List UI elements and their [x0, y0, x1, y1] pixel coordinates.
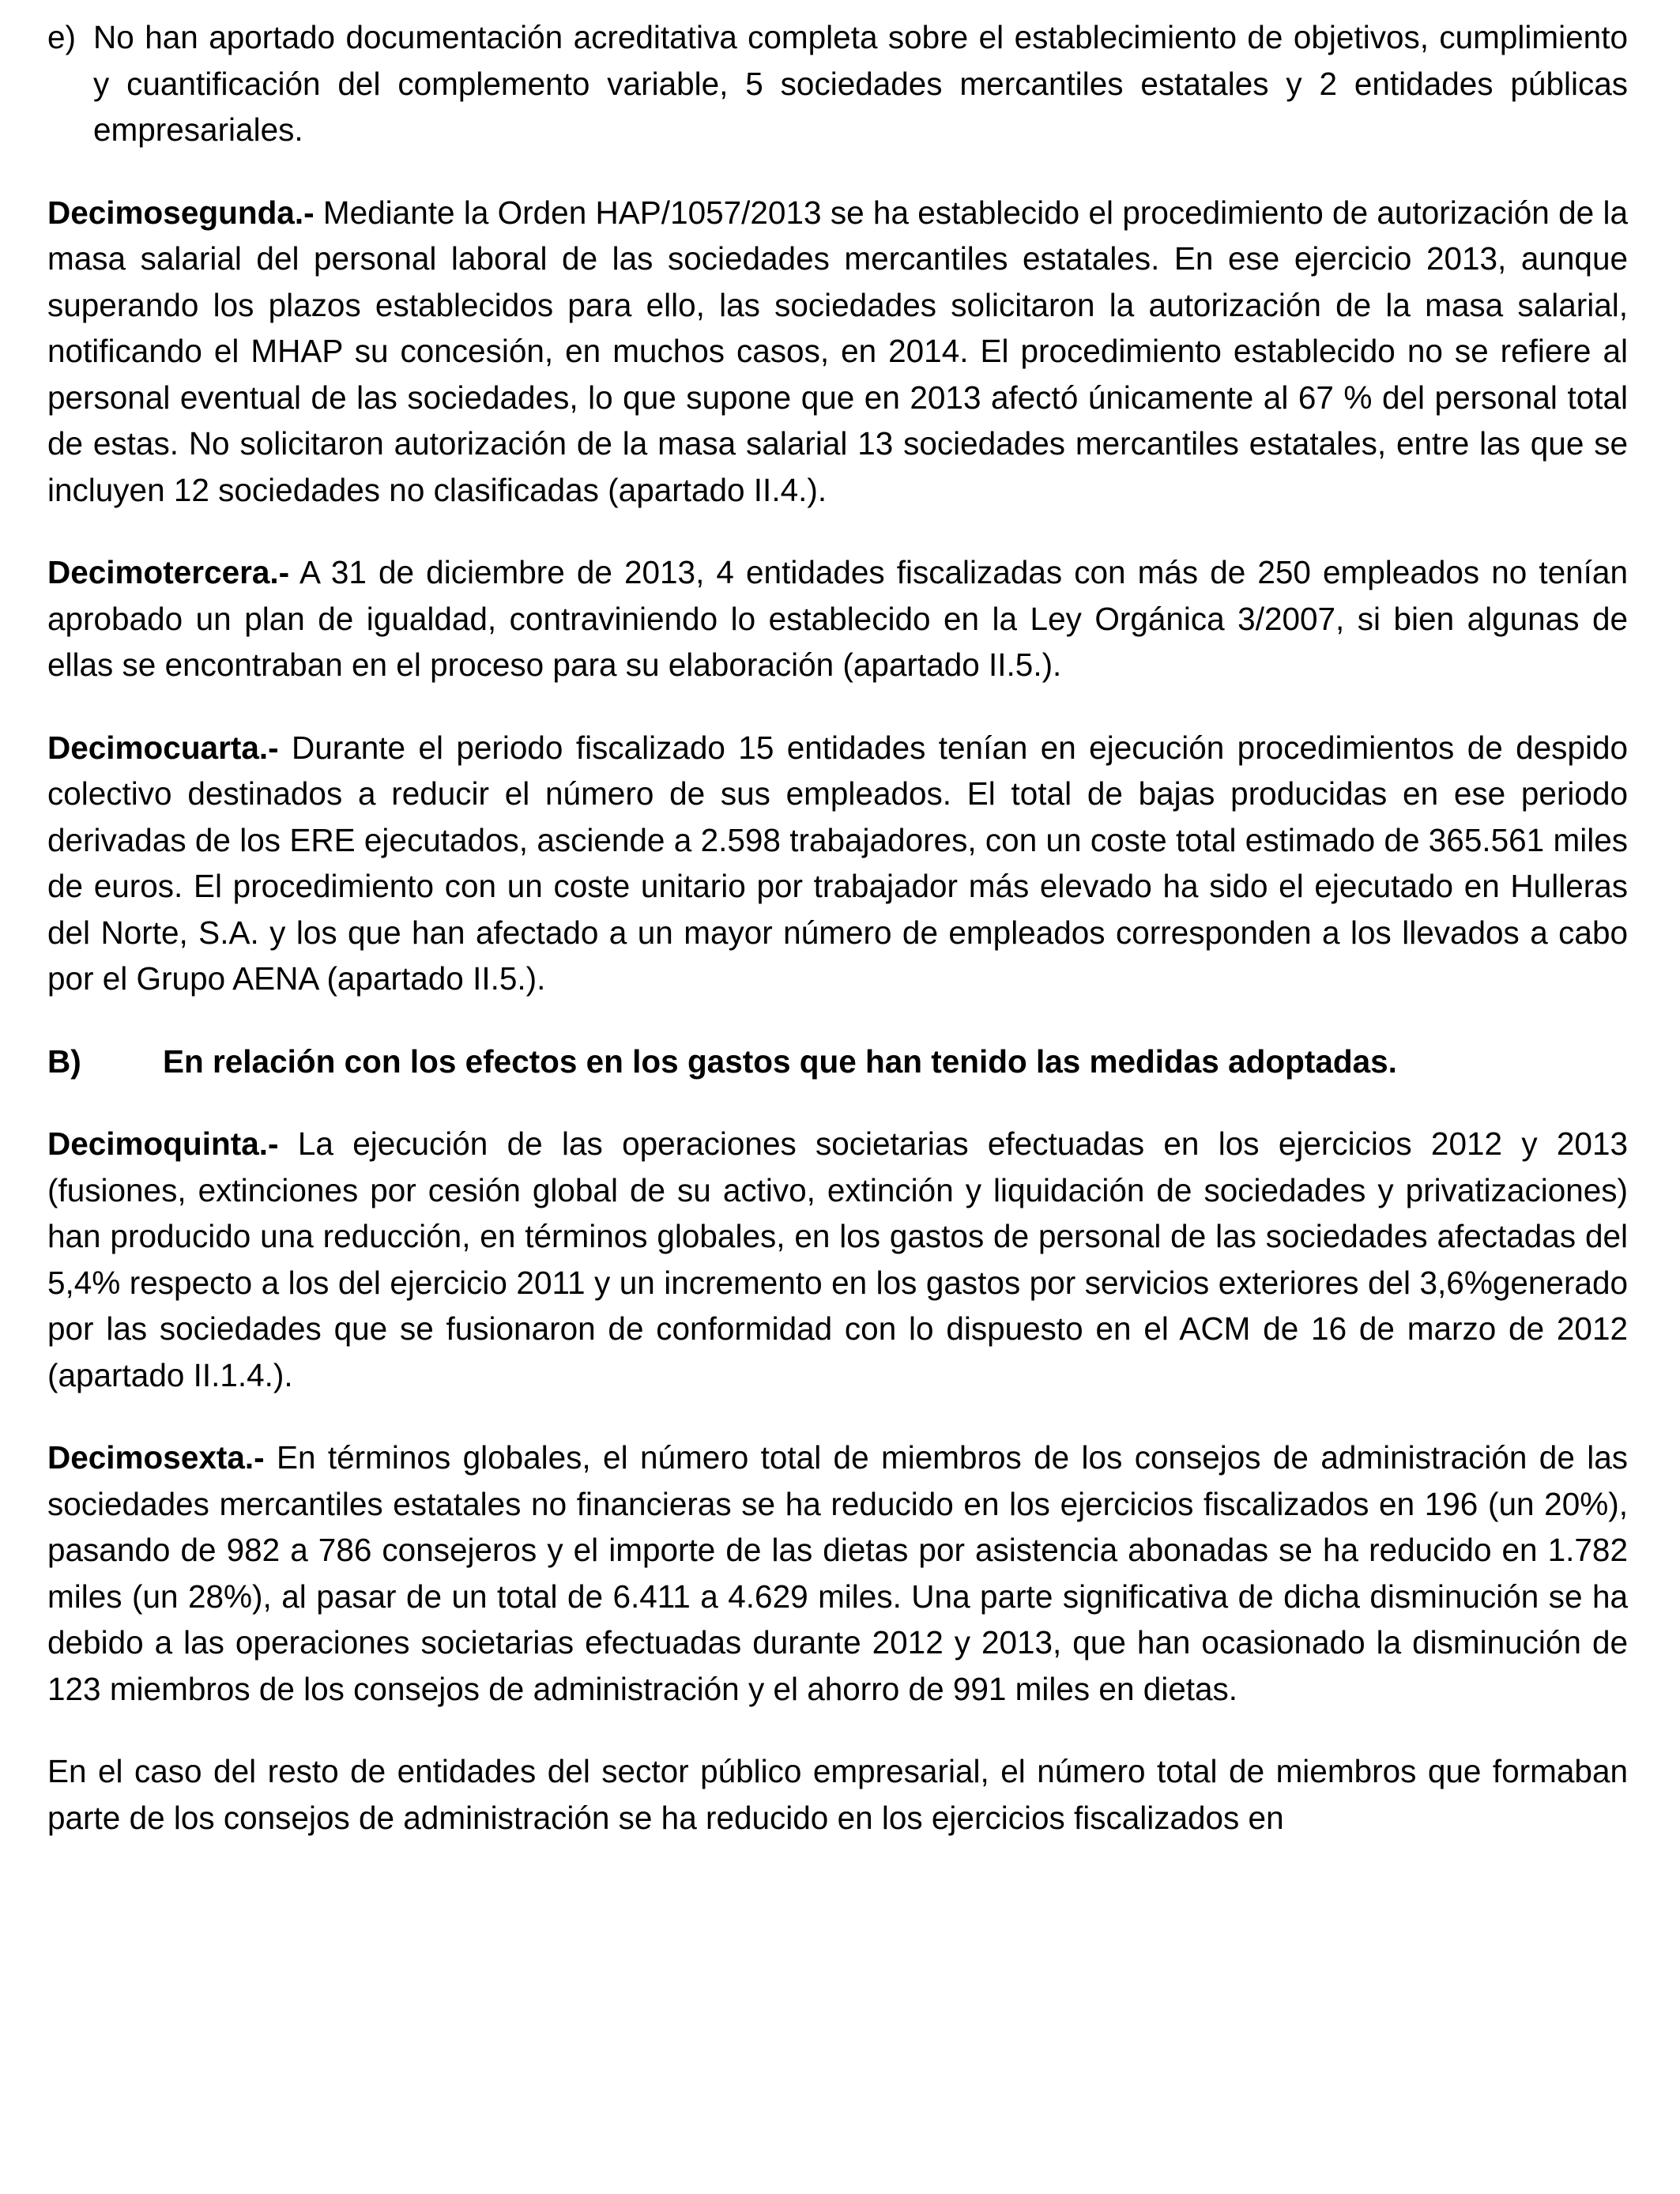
- paragraph-lead: Decimotercera.-: [47, 554, 290, 590]
- paragraph-text: Durante el periodo fiscalizado 15 entidades tenían en ejecución procedimientos de despido colectivo destinados a reducir el número de sus empleados. El total de bajas producidas en ese periodo derivadas de los ERE ejecutados, asciende a 2.598 trabajadores, con un coste total estimado de 365.561 miles de euros. El procedimiento con un coste unitario por trabajador más elevado ha sido el ejecutado en Hulleras del Norte, S.A. y los que han afectado a un mayor número de empleados corresponden a los llevados a cabo por el Grupo AENA (apartado II.5.).: [47, 729, 1628, 997]
- paragraph-lead: Decimosexta.-: [47, 1439, 265, 1476]
- section-letter: B): [47, 1042, 81, 1080]
- paragraph-text: Mediante la Orden HAP/1057/2013 se ha establecido el procedimiento de autorización de la masa salarial del personal laboral de las sociedades mercantiles estatales. En ese ejercicio 2013, aunque superando los plazos establecidos para ello, las sociedades solicitaron la autorización de la masa salarial, notificando el MHAP su concesión, en muchos casos, en 2014. El procedimiento establecido no se refiere al personal eventual de las sociedades, lo que supone que en 2013 afectó únicamente al 67 % del personal total de estas. No solicitaron autorización de la masa salarial 13 sociedades mercantiles estatales, entre las que se incluyen 12 sociedades no clasificadas (apartado II.4.).: [47, 194, 1628, 508]
- paragraph-final: En el caso del resto de entidades del sector público empresarial, el número total de miembros que formaban parte de los consejos de administración se ha reducido en los ejercicios fiscalizados en: [47, 1753, 1628, 1836]
- paragraph-text: A 31 de diciembre de 2013, 4 entidades fiscalizadas con más de 250 empleados no tenían aprobado un plan de igualdad, contraviniendo lo establecido en la Ley Orgánica 3/2007, si bien algunas de ellas se encontraban en el proceso para su elaboración (apartado II.5.).: [47, 554, 1628, 683]
- list-item-text: No han aportado documentación acreditativa completa sobre el establecimiento de objetivos, cumplimiento y cuantificación del complemento variable, 5 sociedades mercantiles estatales y 2 entidades públicas empresariales.: [93, 19, 1628, 148]
- document-page: [47, 14, 1628, 1877]
- paragraph-lead: Decimoquinta.-: [47, 1125, 279, 1162]
- list-item-e: [47, 14, 1628, 153]
- paragraph-text: La ejecución de las operaciones societarias efectuadas en los ejercicios 2012 y 2013 (fusiones, extinciones por cesión global de su activo, extinción y liquidación de sociedades y privatizaciones) han producido una reducción, en términos globales, en los gastos de personal de las sociedades afectadas del 5,4% respecto a los del ejercicio 2011 y un incremento en los gastos por servicios exteriores del 3,6%generado por las sociedades que se fusionaron de conformidad con lo dispuesto en el ACM de 16 de marzo de 2012 (apartado II.1.4.).: [47, 1125, 1628, 1393]
- section-title: En relación con los efectos en los gastos que han tenido las medidas adoptadas.: [163, 1042, 1397, 1080]
- paragraph-decimocuarta: [47, 725, 1628, 1002]
- section-heading-b: [47, 1039, 1628, 1085]
- paragraph-decimotercera: [47, 549, 1628, 688]
- paragraph-lead: Decimocuarta.-: [47, 729, 279, 766]
- paragraph-lead: Decimosegunda.-: [47, 194, 315, 231]
- paragraph-text: En términos globales, el número total de miembros de los consejos de administración de las sociedades mercantiles estatales no financieras se ha reducido en los ejercicios fiscalizados en 196 (un 20%), pasando de 982 a 786 consejeros y el importe de las dietas por asistencia abonadas se ha reducido en 1.782 miles (un 28%), al pasar de un total de 6.411 a 4.629 miles. Una parte significativa de dicha disminución se ha debido a las operaciones societarias efectuadas durante 2012 y 2013, que han ocasionado la disminución de 123 miembros de los consejos de administración y el ahorro de 991 miles en dietas.: [47, 1439, 1628, 1707]
- paragraph-decimosexta: [47, 1434, 1628, 1712]
- paragraph-decimoquinta: [47, 1121, 1628, 1398]
- paragraph-decimosegunda: [47, 190, 1628, 514]
- list-marker: e): [47, 19, 77, 55]
